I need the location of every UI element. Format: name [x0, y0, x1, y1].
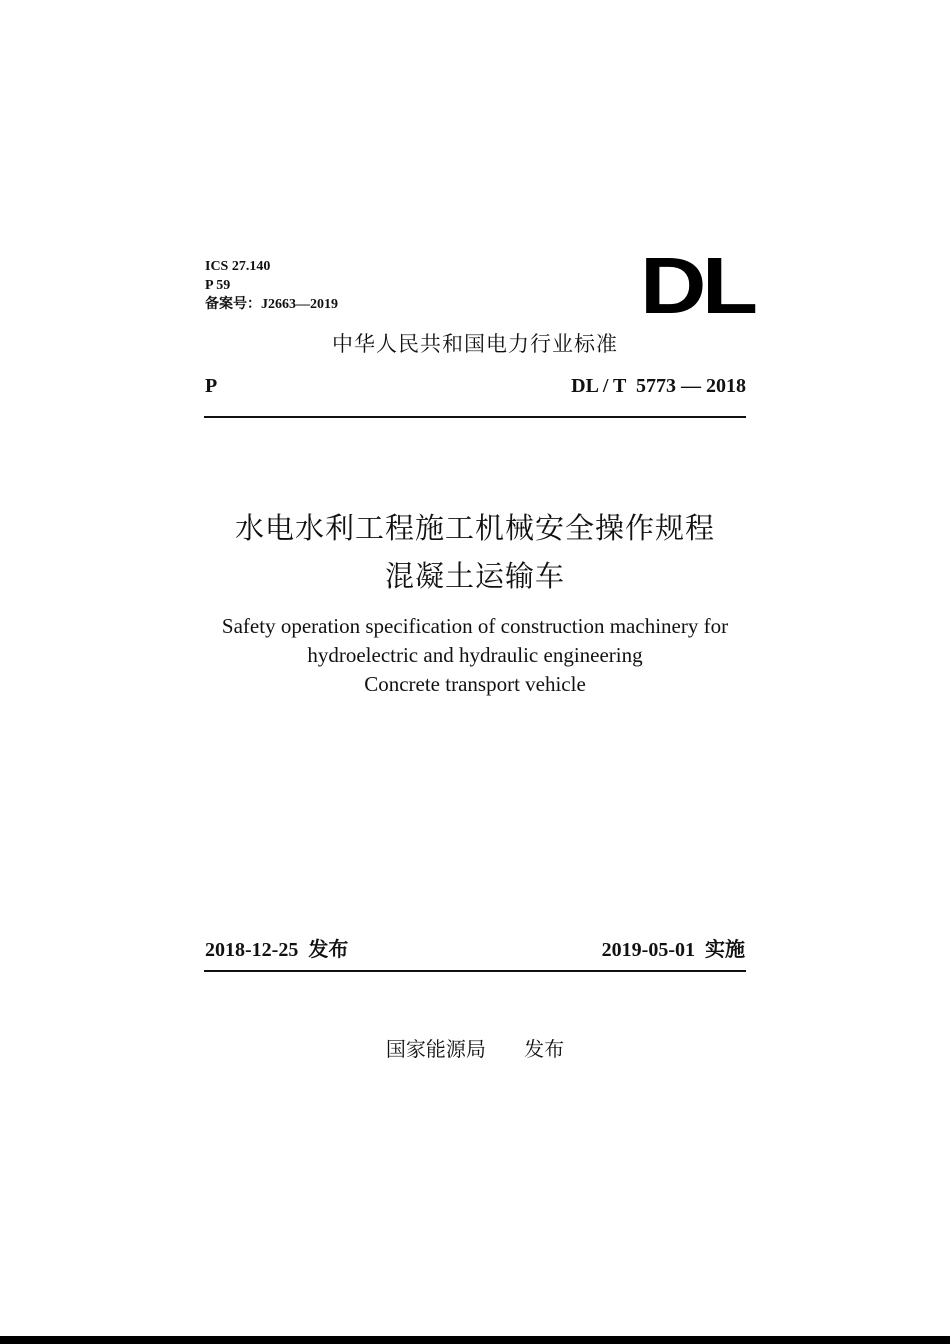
effective-date: 2019-05-01 实施	[601, 939, 745, 961]
dates-divider	[204, 970, 746, 972]
ccs-code: P 59	[205, 278, 231, 293]
dl-logo: DL	[640, 241, 754, 330]
header-divider	[204, 416, 746, 418]
bottom-edge-bar	[0, 1336, 950, 1344]
publisher: 国家能源局 发布	[385, 1037, 565, 1061]
title-cn-line2: 混凝土运输车	[384, 559, 565, 593]
ics-code: ICS 27.140	[205, 259, 271, 274]
record-number: 备案号：J2663—2019	[205, 297, 338, 312]
standard-number: DL / T 5773 — 2018	[571, 375, 746, 397]
org-title: 中华人民共和国电力行业标准	[332, 332, 618, 356]
issue-date: 2018-12-25 发布	[205, 939, 349, 961]
title-en-line1: Safety operation specification of construction machinery for	[221, 614, 729, 638]
title-en-line2: hydroelectric and hydraulic engineering	[307, 643, 643, 667]
classification-code: P	[205, 375, 218, 397]
title-cn-line1: 水电水利工程施工机械安全操作规程	[234, 511, 715, 545]
title-en-line3: Concrete transport vehicle	[364, 672, 586, 696]
